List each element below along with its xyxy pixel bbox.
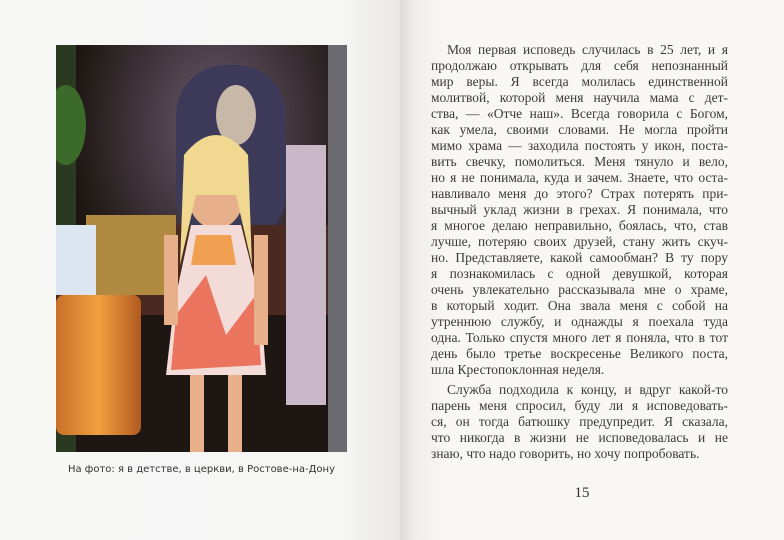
body-text [431, 42, 728, 462]
text-line: Служба подходила к концу, и вдруг какой-то [447, 382, 728, 397]
text-line: утреннюю службу, и однажды я поехала туда [431, 314, 728, 329]
text-line: день было третье воскресенье Великого поста, [431, 346, 728, 361]
text-line: вить свечку, помолиться. Меня тянуло и вело, [431, 154, 728, 169]
text-line: вычный уклад жизни в грехах. Я понимала, что [431, 202, 728, 217]
photo-caption: На фото: я в детстве, в церкви, в Ростове-на-Дону [67, 464, 336, 475]
text-line: но я не понимала, куда и зачем. Знаете, что оста- [431, 170, 728, 185]
paragraph [431, 382, 728, 462]
text-line: лучше, потеряю своих друзей, стану жить скуч- [431, 234, 728, 249]
text-line: очень увлекательно рассказывала мне о храме, [431, 282, 728, 297]
text-line: я многое делаю неправильно, боялась, что, став [431, 218, 728, 233]
text-line: мир веры. Я всегда молилась единственной [431, 74, 728, 89]
paragraph [431, 42, 728, 378]
text-line: молитвой, которой меня научила мама с дет- [431, 90, 728, 105]
photo-image [56, 45, 347, 452]
text-line: Моя первая исповедь случилась в 25 лет, и я [447, 42, 728, 57]
page-number: 15 [574, 485, 590, 501]
text-line: но. Представляете, какой самообман? В ту пору [431, 250, 728, 265]
text-line: ся, он тогда батюшку предупредит. Я сказала, [431, 414, 728, 429]
text-line: знаю, что надо говорить, но хочу попробовать. [431, 446, 700, 461]
text-line: ства, — «Отче наш». Всегда говорила с Богом, [431, 106, 728, 121]
text-line: что никогда в жизни не исповедовалась и не [431, 430, 728, 445]
text-line: шла Крестопоклонная неделя. [431, 362, 605, 377]
text-line: парень меня спросил, буду ли я исповедовать- [431, 398, 728, 413]
text-line: одна. Только спустя много лет я поняла, что в тот [431, 330, 728, 345]
text-line: продолжаю открывать для себя непознанный [431, 58, 728, 73]
text-line: в который ходит. Она звала меня с собой на [431, 298, 728, 313]
text-line: мимо храма — заходила постоять у икон, поста- [431, 138, 728, 153]
text-line: я познакомилась с одной девушкой, которая [431, 266, 728, 281]
text-line: навливало меня до этого? Страх потерять при- [431, 186, 728, 201]
childhood-church-photo [56, 45, 347, 452]
text-line: как умела, своими словами. Не могла пройти [431, 122, 728, 137]
